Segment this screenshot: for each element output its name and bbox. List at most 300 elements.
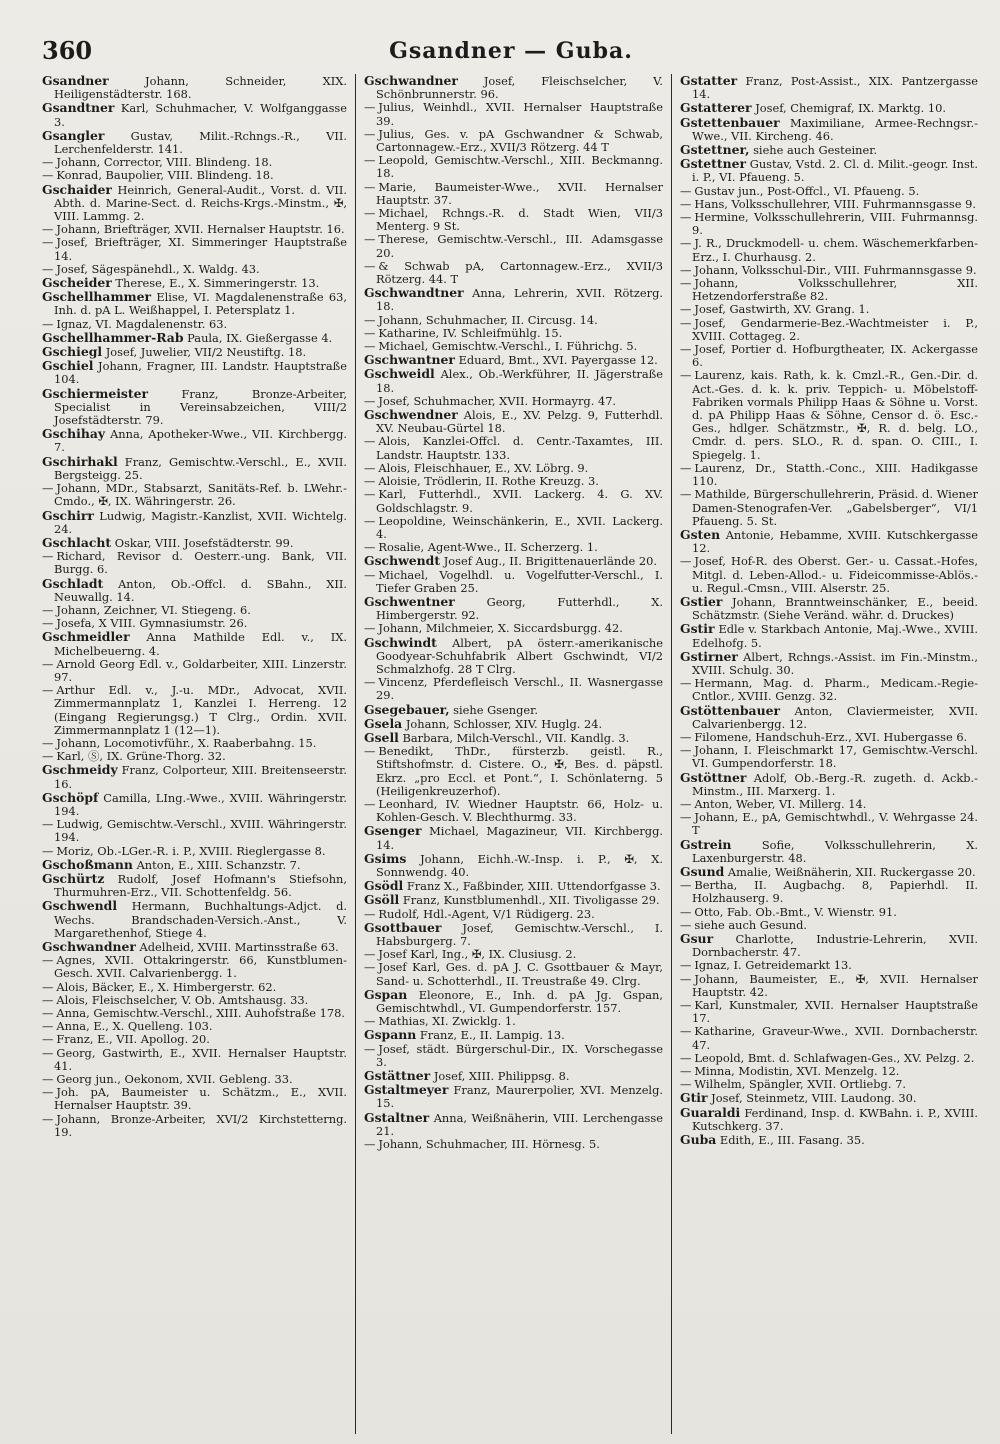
- directory-subentry: [680, 1025, 978, 1051]
- entry-text: siehe auch Gesteiner.: [753, 143, 878, 158]
- entry-surname: Gschlacht: [42, 534, 112, 550]
- entry-text: Konrad, Baupolier, VIII. Blindeng. 18.: [56, 168, 274, 183]
- entry-surname: Gschellhammer-Rab: [42, 329, 184, 345]
- entry-text: Therese, Gemischtw.-Verschl., III. Adamsgasse 20.: [376, 232, 663, 260]
- entry-text: Josef, Briefträger, XI. Simmeringer Hauptstraße 14.: [54, 235, 347, 263]
- entry-text: Hans, Volksschullehrer, VIII. Fuhrmannsgasse 9.: [694, 196, 976, 211]
- entry-surname: Gschiegl: [42, 344, 103, 360]
- directory-subentry: [680, 744, 978, 770]
- entry-surname: Gschweidl: [364, 366, 435, 382]
- entry-text: Josef Aug., II. Brigittenauerlände 20.: [443, 554, 657, 569]
- entry-text: Johann, Milchmeier, X. Siccardsburgg. 42.: [378, 621, 623, 636]
- columns: [36, 74, 986, 1434]
- entry-text: Hermine, Volksschullehrerin, VIII. Fuhrmannsg. 9.: [692, 210, 978, 238]
- entry-text: Franz, Kunstblumenhdl., XII. Tivoligasse 29.: [402, 893, 660, 908]
- entry-surname: Gsandtner: [42, 100, 115, 116]
- entry-text: Alois, Bäcker, E., X. Himbergerstr. 62.: [56, 979, 277, 994]
- directory-subentry: [42, 236, 347, 262]
- running-head: Gsandner — Guba.: [389, 38, 633, 64]
- entry-text: Gustav, Milit.-Rchngs.-R., VII. Lerchenfelderstr. 141.: [54, 128, 348, 157]
- ditto-dash: —: [364, 179, 376, 194]
- ditto-dash: —: [42, 1111, 54, 1126]
- ditto-dash: —: [42, 749, 54, 764]
- ditto-dash: —: [364, 153, 376, 168]
- ditto-dash: —: [42, 602, 54, 617]
- directory-subentry: [364, 435, 663, 461]
- entry-surname: Gschmeidy: [42, 762, 118, 778]
- directory-entry: [364, 636, 663, 677]
- entry-text: Josef, Fleischselcher, V. Schönbrunnerstr. 96.: [376, 74, 663, 102]
- directory-entry: [680, 74, 978, 101]
- ditto-dash: —: [42, 992, 54, 1007]
- directory-subentry: [680, 1078, 978, 1091]
- directory-entry: [364, 893, 663, 907]
- entry-surname: Gschirr: [42, 507, 94, 523]
- entry-text: Leopold, Gemischtw.-Verschl., XIII. Beckmanng. 18.: [376, 153, 663, 181]
- entry-text: Karl, Ⓢ, IX. Grüne-Thorg. 32.: [56, 749, 226, 764]
- entry-text: Agnes, XVII. Ottakringerstr. 66, Kunstblumen-Gesch. XVII. Calvarienbergg. 1.: [54, 953, 347, 981]
- entry-surname: Gschwendner: [364, 407, 458, 423]
- ditto-dash: —: [364, 540, 376, 555]
- ditto-dash: —: [364, 1137, 376, 1152]
- ditto-dash: —: [42, 979, 54, 994]
- entry-text: Marie, Baumeister-Wwe., XVII. Hernalser Hauptstr. 37.: [376, 179, 663, 207]
- directory-entry: [42, 387, 347, 428]
- entry-text: Karl, Futterhdl., XVII. Lackerg. 4. G. XV. Goldschlagstr. 9.: [376, 487, 663, 515]
- entry-text: Alois, Kanzlei-Offcl. d. Centr.-Taxamtes, III. Landstr. Hauptstr. 133.: [376, 434, 663, 462]
- entry-text: Elise, VI. Magdalenenstraße 63, Inh. d. pA L. Weißhappel, I. Petersplatz 1.: [54, 290, 348, 318]
- entry-surname: Gschöpf: [42, 789, 99, 805]
- entry-text: Sofie, Volksschullehrerin, X. Laxenburgerstr. 48.: [692, 837, 978, 865]
- entry-text: Filomene, Handschuh-Erz., XVI. Hubergasse 6.: [694, 729, 968, 744]
- directory-subentry: [364, 1138, 663, 1151]
- directory-subentry: [680, 677, 978, 703]
- entry-text: Anna, Lehrerin, XVII. Rötzerg. 18.: [376, 286, 663, 314]
- entry-surname: Gsten: [680, 526, 721, 542]
- directory-entry: [42, 101, 347, 128]
- entry-text: Georg, Futterhdl., X. Himbergerstr. 92.: [376, 594, 664, 623]
- entry-surname: Gstirner: [680, 648, 738, 664]
- directory-entry: [42, 630, 347, 657]
- ditto-dash: —: [680, 810, 692, 825]
- entry-text: Josef Karl, Ing., ✠, IX. Clusiusg. 2.: [378, 947, 577, 962]
- directory-entry: [42, 276, 347, 290]
- entry-text: Anton, Weber, VI. Millerg. 14.: [694, 796, 867, 811]
- ditto-dash: —: [364, 258, 376, 273]
- directory-entry: [42, 509, 347, 536]
- directory-entry: [42, 872, 347, 899]
- directory-entry: [680, 101, 978, 115]
- ditto-dash: —: [42, 1085, 54, 1100]
- ditto-dash: —: [364, 206, 376, 221]
- entry-text: & Schwab pA, Cartonnagew.-Erz., XVII/3 Rötzerg. 44. T: [376, 258, 663, 287]
- entry-text: Bertha, II. Augbachg. 8, Papierhdl. II. Holzhauserg. 9.: [692, 878, 978, 906]
- entry-text: Rosalie, Agent-Wwe., II. Scherzerg. 1.: [378, 540, 598, 555]
- directory-subentry: [364, 515, 663, 541]
- entry-text: Johann, Volksschul-Dir., VIII. Fuhrmannsgasse 9.: [694, 262, 977, 277]
- ditto-dash: —: [42, 549, 54, 564]
- entry-text: Johann, Locomotivführ., X. Raaberbahng. 15.: [56, 735, 317, 750]
- entry-text: Hermann, Buchhaltungs-Adjct. d. Wechs. Brandschaden-Versich.-Anst., V. Margarethenhof, Stiege 4.: [54, 899, 348, 940]
- directory-entry: [42, 129, 347, 156]
- entry-text: Franz, Colporteur, XIII. Breitenseerstr. 16.: [54, 763, 347, 791]
- directory-subentry: [680, 343, 978, 369]
- directory-entry: [680, 650, 978, 677]
- entry-text: Gustav, Vstd. 2. Cl. d. Milit.-geogr. Inst. i. P., VI. Pfaueng. 5.: [692, 157, 978, 185]
- entry-text: Michael, Rchngs.-R. d. Stadt Wien, VII/3 Menterg. 9 St.: [376, 206, 663, 234]
- entry-surname: Gsöll: [364, 892, 400, 908]
- entry-text: Alois, Fleischselcher, V. Ob. Amtshausg. 33.: [56, 992, 309, 1007]
- directory-entry: [42, 791, 347, 818]
- entry-surname: Guaraldi: [680, 1104, 741, 1120]
- ditto-dash: —: [680, 315, 692, 330]
- ditto-dash: —: [364, 100, 376, 115]
- entry-text: Wilhelm, Spängler, XVII. Ortliebg. 7.: [694, 1077, 906, 1092]
- entry-surname: Gschwendl: [42, 898, 118, 914]
- directory-entry: [42, 290, 347, 317]
- entry-text: Josef, Steinmetz, VIII. Laudong. 30.: [711, 1091, 917, 1106]
- entry-surname: Gschihay: [42, 426, 106, 442]
- entry-text: Josef, Hof-R. des Oberst. Ger.- u. Cassat.-Hofes, Mitgl. d. Leben-Allod.- u. Fideicommisse-Ablös.- u. Regul.-Cmsn., VIII. Alserstr. 25.: [692, 554, 978, 595]
- entry-text: Antonie, Hebamme, XVIII. Kutschkergasse 12.: [692, 527, 979, 556]
- directory-entry: [42, 577, 347, 604]
- entry-text: Johann, MDr., Stabsarzt, Sanitäts-Ref. b. LWehr.-Cmdo., ✠, IX. Währingerstr. 26.: [54, 481, 347, 509]
- entry-text: Michael, Gemischtw.-Verschl., I. Führichg. 5.: [378, 339, 638, 354]
- entry-text: Otto, Fab. Ob.-Bmt., V. Wienstr. 91.: [694, 904, 897, 919]
- entry-surname: Gsund: [680, 863, 725, 879]
- ditto-dash: —: [680, 1064, 692, 1079]
- entry-text: Johann, I. Fleischmarkt 17, Gemischtw.-Verschl. VI. Gumpendorferstr. 18.: [692, 743, 978, 771]
- entry-text: Franz X., Faßbinder, XIII. Uttendorfgasse 3.: [406, 879, 661, 894]
- entry-text: Anna, E., X. Quelleng. 103.: [56, 1019, 213, 1034]
- directory-entry: [42, 183, 347, 224]
- entry-text: Leonhard, IV. Wiedner Hauptstr. 66, Holz- u. Kohlen-Gesch. V. Blechthurmg. 33.: [376, 796, 663, 825]
- directory-subentry: [42, 658, 347, 684]
- directory-subentry: [42, 550, 347, 576]
- entry-text: Johann, E., pA, Gemischtwhdl., V. Wehrgasse 24. T: [692, 810, 978, 838]
- ditto-dash: —: [680, 236, 692, 251]
- directory-entry: [680, 1133, 978, 1147]
- entry-surname: Gsegebauer,: [364, 701, 450, 717]
- directory-subentry: [364, 101, 663, 127]
- ditto-dash: —: [680, 796, 692, 811]
- entry-surname: Gsangler: [42, 127, 105, 143]
- directory-subentry: [680, 879, 978, 905]
- entry-text: Georg, Gastwirth, E., XVII. Hernalser Hauptstr. 41.: [54, 1045, 347, 1073]
- ditto-dash: —: [364, 567, 376, 582]
- directory-entry: [364, 554, 663, 568]
- entry-text: Josef, Chemigraf, IX. Marktg. 10.: [755, 101, 946, 116]
- directory-entry: [680, 771, 978, 798]
- entry-surname: Gschirhakl: [42, 453, 118, 469]
- ditto-dash: —: [680, 878, 692, 893]
- entry-text: Anton, Ob.-Offcl. d. SBahn., XII. Neuwallg. 14.: [54, 576, 347, 604]
- entry-text: Eleonore, E., Inh. d. pA Jg. Gspan, Gemischtwhdl., VI. Gumpendorferstr. 157.: [376, 987, 663, 1016]
- entry-text: Edith, E., III. Fasang. 35.: [719, 1133, 865, 1148]
- directory-subentry: [364, 233, 663, 259]
- directory-subentry: [364, 961, 663, 987]
- ditto-dash: —: [42, 316, 54, 331]
- entry-text: Edle v. Starkbach Antonie, Maj.-Wwe., XVIII. Edelhofg. 5.: [692, 622, 978, 650]
- column-2: [356, 74, 672, 1434]
- entry-surname: Gschürtz: [42, 870, 105, 886]
- entry-text: Mathilde, Bürgerschullehrerin, Präsid. d. Wiener Damen-Stenografen-Ver. „Gabelsberger“, VI/1 Pfaueng. 5. St.: [692, 487, 978, 528]
- entry-text: Johann, Schneider, XIX. Heiligenstädterstr. 168.: [54, 74, 348, 102]
- entry-text: Julius, Weinhdl., XVII. Hernalser Hauptstraße 39.: [376, 100, 663, 128]
- entry-text: Josef, Gemischtw.-Verschl., I. Habsburgerg. 7.: [376, 920, 664, 948]
- directory-entry: [364, 595, 663, 622]
- entry-text: Richard, Revisor d. Oesterr.-ung. Bank, VII. Burgg. 6.: [54, 549, 347, 577]
- ditto-dash: —: [680, 342, 692, 357]
- entry-surname: Gstettner,: [680, 142, 750, 158]
- entry-text: Barbara, Milch-Verschl., VII. Kandlg. 3.: [402, 730, 630, 745]
- entry-text: Katharine, Graveur-Wwe., XVII. Dornbacherstr. 47.: [692, 1024, 978, 1052]
- entry-text: Anna, Apotheker-Wwe., VII. Kirchbergg. 7.: [54, 427, 347, 455]
- entry-text: Franz, E., II. Lampig. 13.: [419, 1028, 565, 1043]
- directory-entry: [680, 838, 978, 865]
- directory-entry: [42, 536, 347, 550]
- directory-subentry: [680, 811, 978, 837]
- entry-text: Anna, Weißnäherin, VIII. Lerchengasse 21.: [376, 1110, 663, 1138]
- entry-text: Gustav jun., Post-Offcl., VI. Pfaueng. 5.: [694, 183, 920, 198]
- entry-surname: Gsottbauer: [364, 919, 442, 935]
- entry-surname: Gspann: [364, 1027, 417, 1043]
- ditto-dash: —: [42, 683, 54, 698]
- ditto-dash: —: [680, 904, 692, 919]
- directory-entry: [364, 731, 663, 745]
- ditto-dash: —: [42, 155, 54, 170]
- entry-text: Vincenz, Pferdefleisch Verschl., II. Wasnergasse 29.: [376, 675, 663, 703]
- entry-surname: Gschwandner: [364, 74, 458, 88]
- entry-text: Laurenz, kais. Rath, k. k. Cmzl.-R., Gen.-Dir. d. Act.-Ges. d. k. k. priv. Teppich- u. Möbelstoff-Fabriken vormals Philipp Haas & Söhne u. Vorst. d. pA Philipp Haas & Söhne, Censor d. ö. Esc.-Ges., hdlger. Schätzmstr., ✠, R. d. belg. LO., Cmdr. d. pers. SLO., R. d. span. O. CIII., I. Spiegelg. 1.: [692, 368, 978, 462]
- entry-text: Ferdinand, Insp. d. KWBahn. i. P., XVIII. Kutschkerg. 37.: [692, 1105, 978, 1133]
- directory-subentry: [364, 260, 663, 286]
- entry-surname: Gschmeidler: [42, 629, 130, 645]
- entry-surname: Gstettner: [680, 156, 747, 172]
- entry-surname: Gstir: [680, 621, 715, 637]
- entry-surname: Gsur: [680, 931, 714, 946]
- ditto-dash: —: [42, 235, 54, 250]
- entry-surname: Gsell: [364, 729, 399, 745]
- ditto-dash: —: [680, 302, 692, 317]
- directory-subentry: [680, 462, 978, 488]
- ditto-dash: —: [364, 621, 376, 636]
- entry-surname: Gschladt: [42, 575, 104, 591]
- ditto-dash: —: [42, 817, 54, 832]
- directory-entry: [364, 717, 663, 731]
- ditto-dash: —: [680, 917, 692, 932]
- directory-subentry: [364, 569, 663, 595]
- entry-surname: Gschwandtner: [364, 285, 464, 301]
- entry-text: Johann, Schlosser, XIV. Huglg. 24.: [405, 716, 603, 731]
- entry-surname: Gspan: [364, 986, 408, 1002]
- ditto-dash: —: [42, 1045, 54, 1060]
- entry-text: Eduard, Bmt., XVI. Payergasse 12.: [458, 353, 658, 368]
- entry-text: Johann, Bronze-Arbeiter, XVI/2 Kirchstetterng. 19.: [54, 1111, 347, 1139]
- entry-surname: Gstatterer: [680, 100, 752, 116]
- entry-text: Josefa, X VIII. Gymnasiumstr. 26.: [56, 616, 248, 631]
- entry-text: Aloisie, Trödlerin, II. Rothe Kreuzg. 3.: [378, 474, 599, 489]
- directory-subentry: [42, 684, 347, 737]
- directory-subentry: [364, 128, 663, 154]
- directory-entry: [42, 940, 347, 954]
- ditto-dash: —: [364, 1014, 376, 1029]
- directory-entry: [680, 622, 978, 649]
- ditto-dash: —: [42, 222, 54, 237]
- ditto-dash: —: [42, 616, 54, 631]
- entry-surname: Gstöttenbauer: [680, 702, 780, 718]
- ditto-dash: —: [42, 261, 54, 276]
- entry-surname: Gschiermeister: [42, 385, 149, 401]
- directory-entry: [680, 704, 978, 731]
- entry-surname: Gschwantner: [364, 352, 455, 368]
- directory-entry: [364, 353, 663, 367]
- entry-text: Johann, Zeichner, VI. Stiegeng. 6.: [56, 602, 251, 617]
- directory-entry: [364, 988, 663, 1015]
- ditto-dash: —: [42, 843, 54, 858]
- ditto-dash: —: [680, 487, 692, 502]
- directory-entry: [42, 455, 347, 482]
- directory-subentry: [42, 482, 347, 508]
- directory-subentry: [364, 207, 663, 233]
- entry-text: Johann, Briefträger, XVII. Hernalser Hauptstr. 16.: [56, 222, 345, 237]
- directory-subentry: [42, 954, 347, 980]
- entry-text: Franz, Gemischtw.-Verschl., E., XVII. Bergsteigg. 25.: [54, 454, 347, 482]
- entry-text: Josef, Sägespänehdl., X. Waldg. 43.: [56, 261, 260, 276]
- ditto-dash: —: [42, 735, 54, 750]
- directory-entry: [42, 74, 347, 101]
- directory-subentry: [364, 154, 663, 180]
- entry-text: Franz, Maurerpolier, XVI. Menzelg. 15.: [376, 1083, 663, 1111]
- directory-entry: [42, 359, 347, 386]
- entry-surname: Gstettenbauer: [680, 114, 780, 130]
- directory-subentry: [680, 999, 978, 1025]
- column-1: [36, 74, 356, 1434]
- entry-text: Oskar, VIII. Josefstädterstr. 99.: [114, 535, 294, 550]
- entry-text: Adelheid, XVIII. Martinsstraße 63.: [139, 940, 339, 954]
- entry-text: Katharine, IV. Schleifmühlg. 15.: [378, 325, 563, 340]
- entry-text: Ignaz, VI. Magdalenenstr. 63.: [56, 316, 228, 331]
- entry-text: Albert, Rchngs.-Assist. im Fin.-Minstm., XVIII. Schulg. 30.: [692, 649, 979, 677]
- entry-text: Ludwig, Gemischtw.-Verschl., XVIII. Währingerstr. 194.: [54, 817, 347, 845]
- directory-entry: [680, 143, 978, 157]
- directory-entry: [364, 1028, 663, 1042]
- directory-entry: [42, 427, 347, 454]
- entry-text: Heinrich, General-Audit., Vorst. d. VII. Abth. d. Marine-Sect. d. Reichs-Krgs.-Minstm., ✠, VIII. Lammg. 2.: [54, 182, 348, 224]
- ditto-dash: —: [680, 998, 692, 1013]
- entry-text: Albert, pA österr.-amerikanische Goodyear-Schuhfabrik Albert Gschwindt, VI/2 Schmalzhofg. 28 T Clrg.: [376, 635, 664, 676]
- directory-entry: [364, 921, 663, 948]
- directory-entry: [680, 528, 978, 555]
- entry-surname: Gstatter: [680, 74, 738, 88]
- entry-text: Johann, Schuhmacher, II. Circusg. 14.: [378, 312, 598, 327]
- entry-text: Rudolf, Hdl.-Agent, V/1 Rüdigerg. 23.: [378, 906, 595, 921]
- directory-subentry: [364, 798, 663, 824]
- ditto-dash: —: [42, 1032, 54, 1047]
- directory-subentry: [680, 919, 978, 932]
- directory-entry: [364, 1111, 663, 1138]
- ditto-dash: —: [364, 474, 376, 489]
- entry-text: Camilla, LIng.-Wwe., XVIII. Währingerstr. 194.: [54, 790, 347, 818]
- entry-surname: Gstättner: [364, 1068, 431, 1084]
- entry-text: Josef, Portier d. Hofburgtheater, IX. Ackergasse 6.: [692, 342, 978, 370]
- entry-text: Benedikt, ThDr., fürsterzb. geistl. R., Stiftshofmstr. d. Cistere. O., ✠, Bes. d. päpstl. Ekrz. „pro Eccl. et Pont.“, I. Schönlaterng. 5 (Heiligenkreuzerhof).: [376, 744, 663, 798]
- entry-text: J. R., Druckmodell- u. chem. Wäschemerkfarben-Erz., I. Churhausg. 2.: [692, 236, 978, 264]
- directory-entry: [364, 1069, 663, 1083]
- directory-subentry: [680, 973, 978, 999]
- entry-surname: Gsödl: [364, 878, 404, 894]
- entry-text: Amalie, Weißnäherin, XII. Ruckergasse 20.: [727, 864, 976, 879]
- entry-text: siehe Gsenger.: [453, 702, 538, 717]
- directory-subentry: [42, 1047, 347, 1073]
- entry-text: Anton, E., XIII. Schanzstr. 7.: [136, 857, 301, 872]
- directory-subentry: [680, 317, 978, 343]
- directory-subentry: [680, 211, 978, 237]
- directory-subentry: [42, 1113, 347, 1139]
- entry-text: Mathias, XI. Zwicklg. 1.: [378, 1014, 516, 1029]
- entry-text: Alois, E., XV. Pelzg. 9, Futterhdl. XV. Neubau-Gürtel 18.: [376, 408, 663, 436]
- directory-entry: [680, 1091, 978, 1105]
- directory-subentry: [680, 237, 978, 263]
- directory-entry: [42, 345, 347, 359]
- ditto-dash: —: [42, 168, 54, 183]
- ditto-dash: —: [364, 1041, 376, 1056]
- ditto-dash: —: [680, 210, 692, 225]
- directory-entry: [364, 703, 663, 717]
- entry-text: Franz, Bronze-Arbeiter, Specialist in Vereinsabzeichen, VIII/2 Josefstädterstr. 79.: [54, 386, 347, 428]
- ditto-dash: —: [680, 1050, 692, 1065]
- ditto-dash: —: [42, 1019, 54, 1034]
- entry-text: Karl, Kunstmaler, XVII. Hernalser Hauptstraße 17.: [692, 998, 978, 1026]
- entry-text: siehe auch Gesund.: [694, 917, 808, 932]
- entry-text: Maximiliane, Armee-Rechngsr.-Wwe., VII. Kircheng. 46.: [692, 115, 978, 143]
- directory-subentry: [364, 745, 663, 798]
- entry-text: Karl, Schuhmacher, V. Wolfganggasse 3.: [54, 101, 347, 129]
- directory-subentry: [680, 488, 978, 528]
- directory-subentry: [364, 181, 663, 207]
- ditto-dash: —: [680, 676, 692, 691]
- entry-text: Therese, E., X. Simmeringerstr. 13.: [115, 276, 320, 291]
- entry-surname: Gschaider: [42, 181, 112, 197]
- entry-text: Joh. pA, Baumeister u. Schätzm., E., XVII. Hernalser Hauptstr. 39.: [54, 1085, 347, 1113]
- directory-subentry: [680, 277, 978, 303]
- entry-text: Michael, Vogelhdl. u. Vogelfutter-Verschl., I. Tiefer Graben 25.: [376, 567, 663, 595]
- ditto-dash: —: [364, 460, 376, 475]
- ditto-dash: —: [42, 481, 54, 496]
- ditto-dash: —: [364, 312, 376, 327]
- directory-subentry: [42, 818, 347, 844]
- directory-entry: [680, 116, 978, 143]
- entry-surname: Gscheider: [42, 275, 112, 291]
- entry-text: Johann, Eichh.-W.-Insp. i. P., ✠, X. Sonnwendg. 40.: [376, 851, 663, 879]
- entry-text: Leopold, Bmt. d. Schlafwagen-Ges., XV. Pelzg. 2.: [694, 1050, 975, 1065]
- entry-text: Rudolf, Josef Hofmann's Stiefsohn, Thurmuhren-Erz., VII. Schottenfeldg. 56.: [54, 871, 347, 900]
- ditto-dash: —: [680, 196, 692, 211]
- ditto-dash: —: [680, 183, 692, 198]
- entry-surname: Gstier: [680, 593, 723, 609]
- ditto-dash: —: [364, 434, 376, 449]
- directory-entry: [680, 595, 978, 622]
- page-number: 360: [42, 36, 93, 65]
- entry-surname: Gschwindt: [364, 634, 437, 650]
- ditto-dash: —: [364, 232, 376, 247]
- entry-text: Josef, städt. Bürgerschul-Dir., IX. Vorschegasse 3.: [376, 1041, 663, 1069]
- directory-entry: [364, 1083, 663, 1110]
- ditto-dash: —: [364, 744, 376, 759]
- entry-surname: Gschellhammer: [42, 289, 152, 305]
- entry-text: Anna Mathilde Edl. v., IX. Michelbeuerng. 4.: [54, 630, 347, 658]
- ditto-dash: —: [42, 1072, 54, 1087]
